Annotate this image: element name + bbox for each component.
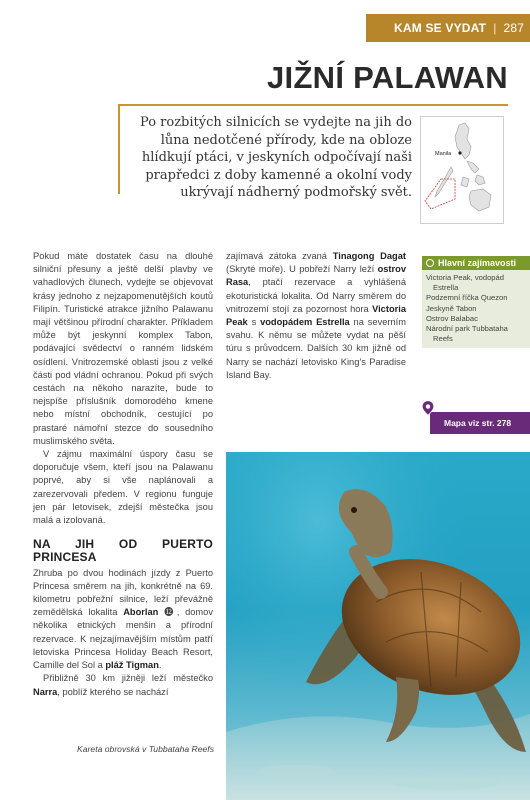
section-heading: NA JIH OD PUERTO PRINCESA (33, 537, 213, 565)
place-name: vodopádem Estrella (260, 317, 350, 328)
highlights-header (422, 256, 530, 270)
map-pin-icon (420, 400, 436, 416)
place-name: pláž Tigman (105, 660, 159, 671)
sea-turtle-illustration (226, 452, 530, 800)
paragraph: zajímavá zátoka zvaná Tinagong Dagat (Skryté moře). U pobřeží Narry leží ostrov Rasa, ptačí rezervace a vyhlášená ekoturistická lokalita. Od Narry směrem do vnitrozemí stojí za pozornost hora Victoria Peak s vodopádem Estrella na severním svahu. K němu se můžete vydat na pěší túru s průvodcem. Dalších 30 km jižně od Narry se nachází letovisko King’s Paradise Island Bay. (226, 251, 406, 380)
highlight-item: Ostrov Balabac (426, 313, 478, 323)
photo-caption: Kareta obrovská v Tubbataha Reefs (77, 744, 214, 754)
highlight-item-continuation: Reefs (433, 334, 453, 344)
map-city-label: Manila (435, 151, 452, 157)
intro-text: Po rozbitých silnicích se vydejte na jih do lůna nedotčené přírody, kde na obloze hlídkují ptáci, v jeskyních odpočívají naši prapředci z doby kamenné a okolní vody ukrývají nádherný podmořský svět. (139, 115, 412, 200)
highlights-title: Hlavní zajímavosti (438, 258, 517, 268)
paragraph: Zhruba po dvou hodinách jízdy z Puerto Princesa směrem na jih, konkrétně na 69. kilometru pobřežní silnice, leží převážně zemědělská lokalita Aborlan ⓬, domov několika etnických menšin a přírodní rezervace. K nejzajímavějším místům patří letoviska Princesa Holiday Beach Resort, Camille del Sol a pláž Tigman. (33, 567, 213, 671)
philippines-map-graphic (421, 117, 503, 223)
highlight-item: Podzemní říčka Quezon (426, 293, 508, 303)
highlight-item: Jeskyně Tabon (426, 303, 477, 313)
section-header-bar (366, 14, 530, 42)
map-reference-label[interactable]: Mapa viz str. 278 (430, 412, 530, 434)
page-number: 287 (503, 21, 525, 35)
map-reference[interactable] (420, 400, 530, 428)
title-rule (118, 104, 508, 106)
header-separator: | (493, 21, 497, 35)
page-title: JIŽNÍ PALAWAN (266, 60, 508, 95)
paragraph: V zájmu maximální úspory času se doporučuje všem, kteří jsou na Palawanu poprvé, aby si vše naplánovali a zarezervovali předem. V regionu funguje jen pár letovisek, zdejší městečka jsou malá a izolovaná. (33, 449, 213, 526)
place-name: ostrov Rasa (226, 264, 406, 288)
place-name: Narra (33, 686, 58, 697)
map-marker-badge: ⓬ (164, 607, 177, 618)
sea-turtle-photo (226, 452, 530, 800)
highlights-box (422, 256, 530, 348)
highlights-list (422, 270, 530, 348)
place-name: Tinagong Dagat (332, 251, 406, 261)
body-column-2 (226, 250, 406, 382)
highlight-item: Národní park Tubbataha (426, 324, 508, 334)
section-title: KAM SE VYDAT (394, 21, 487, 35)
highlights-icon (426, 259, 434, 267)
place-name: Aborlan (123, 607, 159, 618)
paragraph: Přibližně 30 km jižněji leží městečko Narra, poblíž kterého se nachází (33, 673, 213, 697)
highlight-item-continuation: Estrella (433, 283, 459, 293)
locator-map (420, 116, 504, 224)
highlight-item: Victoria Peak, vodopád (426, 273, 504, 282)
paragraph: Pokud máte dostatek času na dlouhé silniční přesuny a ještě delší plavby ve vahadlových člunech, vydejte se objevovat krásy jednoho z nejzapomenutějších koutů Filipín. Turistické atrakce jižního Palawanu mají většinou přírodní charakter. Příkladem může být jeskynní komplex Tabon, podávající svědectví o ranném lidském osídlení. Vnitrozemské oblasti jsou z velké části pod vládní ochranou. Pokud při svých cestách na někoho narazíte, bude to nejspíše příslušník domorodého kmene nebo místní obchodník, cestující po prastaré námořní stezce do sousedního muslimského světa. (33, 251, 213, 446)
body-column-1 (33, 250, 213, 699)
place-name: Victoria Peak (226, 303, 406, 328)
